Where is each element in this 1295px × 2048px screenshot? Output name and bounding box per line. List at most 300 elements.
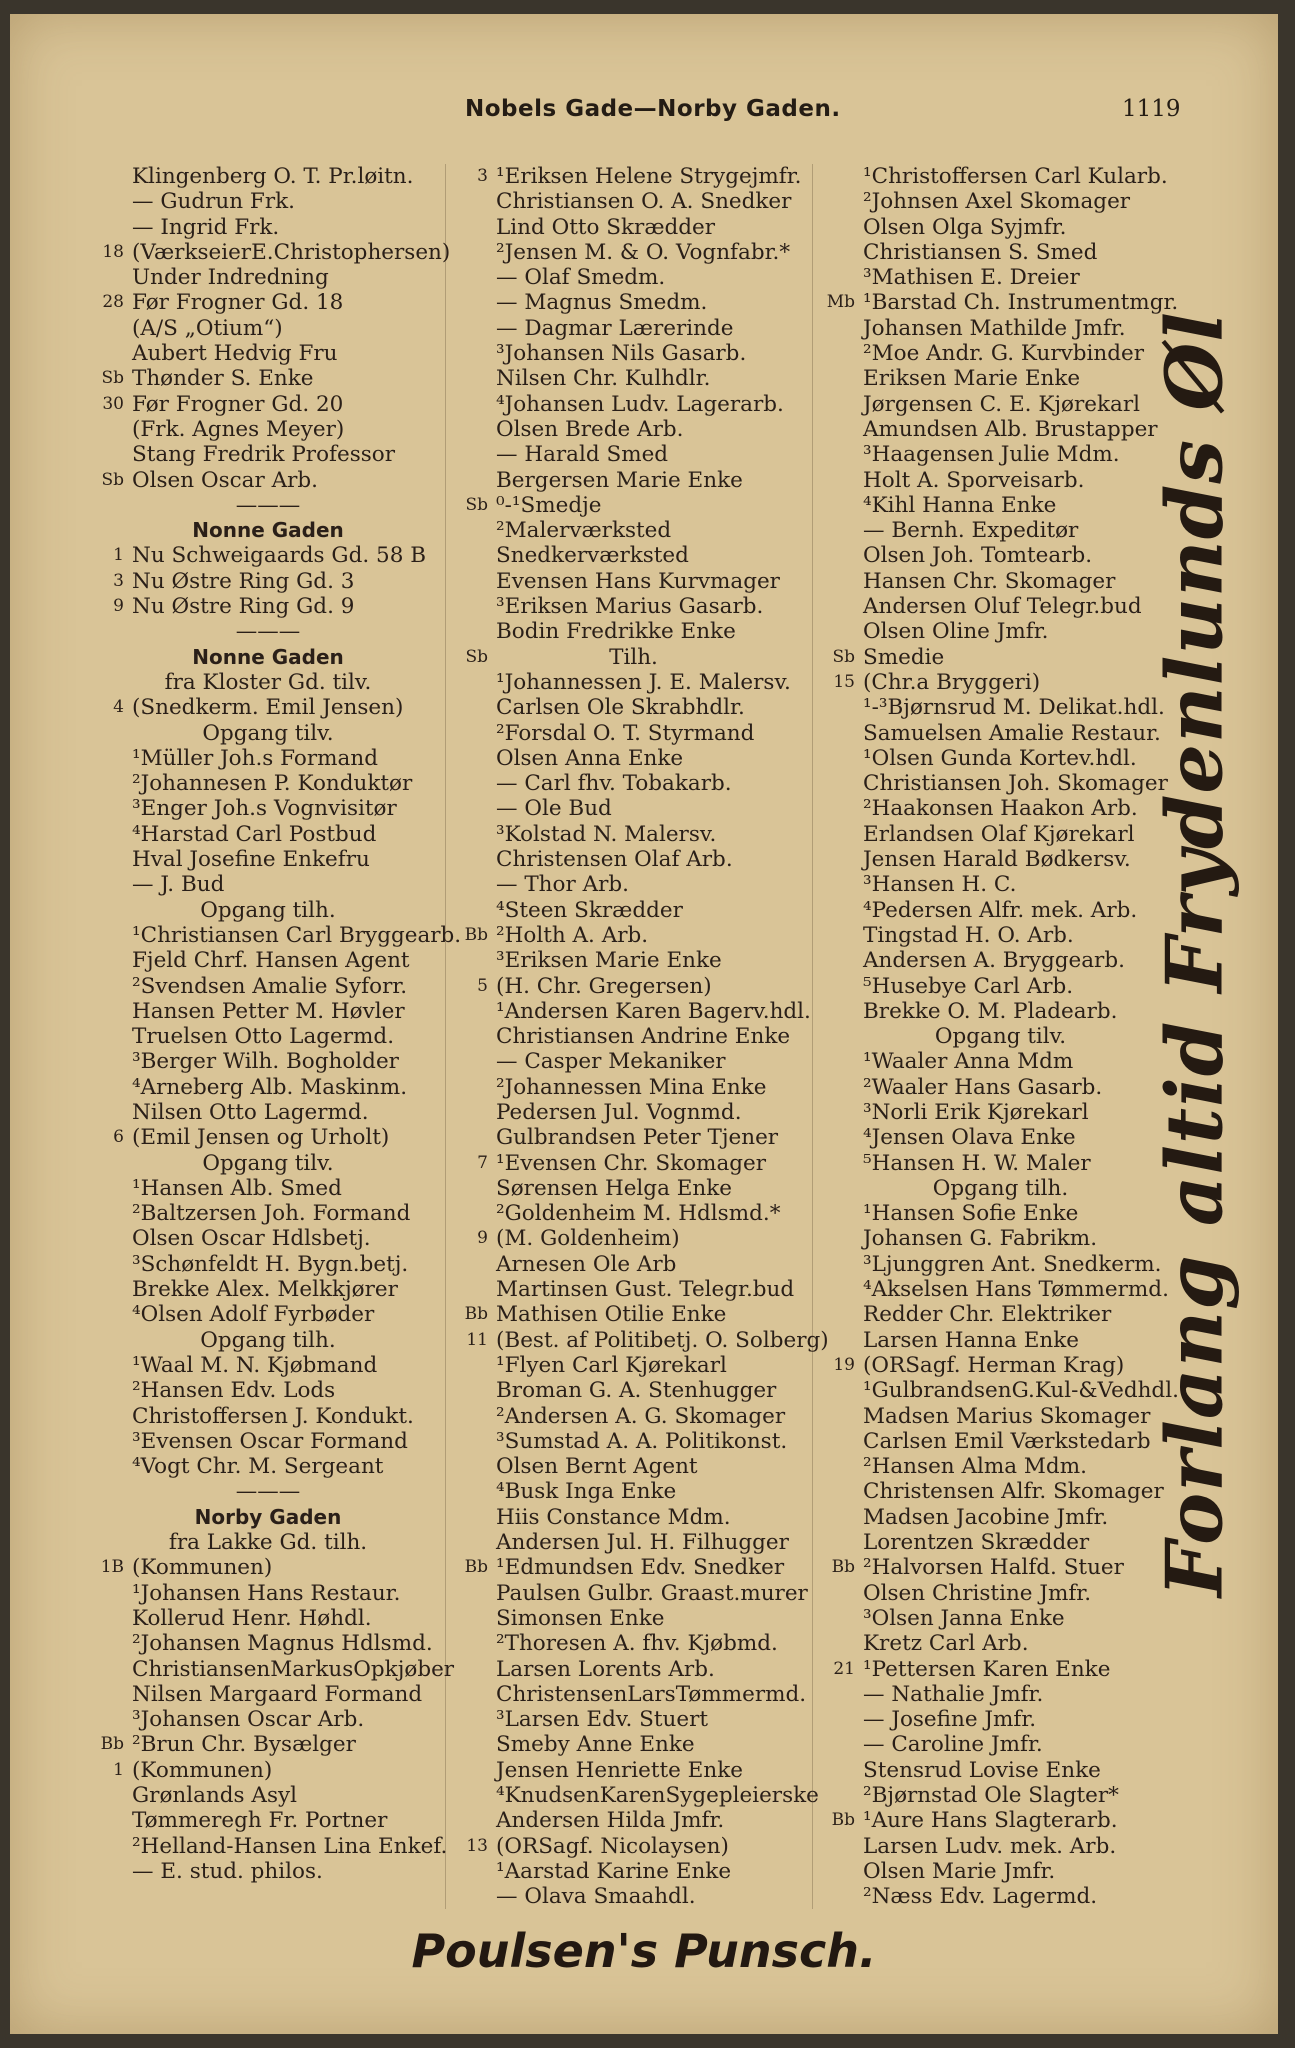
directory-entry bbox=[813, 594, 1188, 619]
directory-entry bbox=[813, 1682, 1188, 1707]
directory-entry bbox=[446, 1125, 821, 1150]
directory-entry bbox=[813, 1125, 1188, 1150]
entry-text: ¹Andersen Karen Bagerv.hdl. bbox=[496, 998, 811, 1024]
directory-entry bbox=[82, 1429, 454, 1454]
entry-text: ³Kolstad N. Malersv. bbox=[496, 821, 717, 847]
directory-entry bbox=[813, 1226, 1188, 1251]
directory-entry bbox=[82, 366, 454, 391]
entry-text: ²Waaler Hans Gasarb. bbox=[863, 1074, 1103, 1100]
directory-entry bbox=[813, 1479, 1188, 1504]
directory-entry bbox=[446, 594, 821, 619]
house-number: 3 bbox=[477, 166, 488, 186]
entry-text: ²Halvorsen Halfd. Stuer bbox=[863, 1555, 1124, 1581]
directory-entry bbox=[813, 1302, 1188, 1327]
entry-text: fra Kloster Gd. tilv. bbox=[164, 669, 372, 695]
directory-entry bbox=[813, 1201, 1188, 1226]
entry-text: ——— bbox=[235, 1479, 301, 1505]
entry-text: ³Hansen H. C. bbox=[863, 872, 1017, 898]
entry-text: — Carl fhv. Tobakarb. bbox=[496, 771, 732, 797]
entry-text: ChristensenLarsTømmermd. bbox=[496, 1681, 807, 1707]
page-title: Nobels Gade—Norby Gaden. bbox=[465, 96, 841, 122]
directory-entry bbox=[813, 1277, 1188, 1302]
directory-entry bbox=[446, 695, 821, 720]
directory-entry bbox=[446, 1505, 821, 1530]
entry-text: ³Haagensen Julie Mdm. bbox=[863, 442, 1120, 468]
entry-text: ²Brun Chr. Bysælger bbox=[132, 1732, 356, 1758]
directory-entry bbox=[82, 1783, 454, 1808]
directory-entry bbox=[82, 290, 454, 315]
directory-entry bbox=[813, 1581, 1188, 1606]
entry-text: Hval Josefine Enkefru bbox=[132, 847, 370, 873]
entry-text: Hansen Petter M. Høvler bbox=[132, 998, 405, 1024]
directory-entry bbox=[82, 1049, 454, 1074]
entry-text: (Chr.a Bryggeri) bbox=[863, 669, 1041, 695]
entry-text: Christoffersen J. Kondukt. bbox=[132, 1403, 414, 1429]
house-number: Sb bbox=[832, 646, 855, 667]
directory-entry bbox=[82, 341, 454, 366]
entry-text: (ORSagf. Herman Krag) bbox=[863, 1352, 1125, 1378]
entry-text: ²Holth A. Arb. bbox=[496, 922, 649, 948]
entry-text: ²Johannessen Mina Enke bbox=[496, 1074, 767, 1100]
directory-entry bbox=[82, 645, 454, 670]
entry-text: ³Eriksen Marius Gasarb. bbox=[496, 594, 764, 620]
directory-entry bbox=[446, 746, 821, 771]
entry-text: Tilh. bbox=[609, 644, 658, 670]
entry-text: ²Baltzersen Joh. Formand bbox=[132, 1201, 411, 1227]
directory-entry bbox=[813, 1378, 1188, 1403]
directory-entry bbox=[82, 265, 454, 290]
entry-text: Smeby Anne Enke bbox=[496, 1732, 695, 1758]
entry-text: — E. stud. philos. bbox=[132, 1858, 323, 1884]
directory-entry bbox=[82, 1808, 454, 1833]
entry-text: Under Indredning bbox=[132, 265, 329, 291]
house-number: 5 bbox=[477, 975, 488, 996]
entry-text: ³Olsen Janna Enke bbox=[863, 1605, 1065, 1631]
entry-text: Kollerud Henr. Høhdl. bbox=[132, 1605, 372, 1631]
entry-text: Larsen Ludv. mek. Arb. bbox=[863, 1833, 1117, 1859]
house-number: Sb bbox=[101, 368, 124, 389]
directory-entry bbox=[813, 1555, 1188, 1580]
house-number: Sb bbox=[465, 494, 488, 515]
entry-text: — Casper Mekaniker bbox=[496, 1049, 726, 1075]
entry-text: ⁵Husebye Carl Arb. bbox=[863, 973, 1074, 999]
entry-text: Opgang tilv. bbox=[202, 720, 334, 746]
directory-entry bbox=[446, 1226, 821, 1251]
entry-text: ²Forsdal O. T. Styrmand bbox=[496, 720, 755, 746]
house-number: 15 bbox=[833, 671, 855, 692]
directory-entry bbox=[82, 164, 454, 189]
directory-entry bbox=[82, 316, 454, 341]
directory-entry bbox=[446, 543, 821, 568]
entry-text: ³Johansen Nils Gasarb. bbox=[496, 341, 747, 367]
directory-entry bbox=[813, 1606, 1188, 1631]
entry-text: Nilsen Otto Lagermd. bbox=[132, 1099, 369, 1125]
directory-entry bbox=[82, 746, 454, 771]
entry-text: ¹Christiansen Carl Bryggearb. bbox=[132, 922, 462, 948]
directory-entry bbox=[82, 1606, 454, 1631]
entry-text: Opgang tilh. bbox=[200, 897, 336, 923]
directory-entry bbox=[82, 1631, 454, 1656]
entry-text: Hansen Chr. Skomager bbox=[863, 568, 1116, 594]
directory-entry bbox=[813, 796, 1188, 821]
entry-text: ³Johansen Oscar Arb. bbox=[132, 1707, 365, 1733]
directory-entry bbox=[813, 1100, 1188, 1125]
directory-entry bbox=[813, 164, 1188, 189]
directory-entry bbox=[82, 1707, 454, 1732]
house-number: 1 bbox=[113, 1759, 124, 1780]
entry-text: Madsen Marius Skomager bbox=[863, 1403, 1151, 1429]
house-number: 19 bbox=[833, 1354, 855, 1375]
entry-text: ——— bbox=[235, 619, 301, 645]
directory-entry bbox=[82, 594, 454, 619]
directory-entry bbox=[82, 822, 454, 847]
entry-text: ¹Pettersen Karen Enke bbox=[863, 1656, 1111, 1682]
directory-entry bbox=[82, 1302, 454, 1327]
entry-text: ¹Evensen Chr. Skomager bbox=[496, 1150, 767, 1176]
house-number: Sb bbox=[465, 646, 488, 667]
directory-entry bbox=[446, 1176, 821, 1201]
directory-entry bbox=[82, 1277, 454, 1302]
directory-entry bbox=[446, 822, 821, 847]
entry-text: Snedkerværksted bbox=[496, 543, 689, 569]
directory-entry bbox=[446, 518, 821, 543]
house-number: 11 bbox=[466, 1329, 488, 1350]
directory-entry bbox=[82, 442, 454, 467]
entry-text: Carlsen Emil Værkstedarb bbox=[863, 1428, 1151, 1454]
directory-entry bbox=[82, 1353, 454, 1378]
directory-entry bbox=[446, 1100, 821, 1125]
entry-text: ²Johansen Magnus Hdlsmd. bbox=[132, 1631, 433, 1657]
house-number: Bb bbox=[464, 1557, 488, 1578]
directory-entry bbox=[813, 1758, 1188, 1783]
entry-text: (Kommunen) bbox=[132, 1555, 273, 1581]
directory-entry bbox=[813, 215, 1188, 240]
entry-text: ²Hansen Alma Mdm. bbox=[863, 1454, 1087, 1480]
directory-entry bbox=[82, 1682, 454, 1707]
entry-text: ³Schønfeldt H. Bygn.betj. bbox=[132, 1251, 409, 1277]
directory-entry bbox=[813, 847, 1188, 872]
entry-text: Christiansen S. Smed bbox=[863, 239, 1098, 265]
entry-text: ChristiansenMarkusOpkjøber bbox=[132, 1656, 455, 1682]
entry-text: Kretz Carl Arb. bbox=[863, 1631, 1029, 1657]
directory-entry bbox=[82, 1024, 454, 1049]
entry-text: ⁴Harstad Carl Postbud bbox=[132, 821, 377, 847]
entry-text: ⁴Steen Skrædder bbox=[496, 897, 683, 923]
entry-text: ²Helland-Hansen Lina Enkef. bbox=[132, 1833, 448, 1859]
directory-entry bbox=[446, 898, 821, 923]
house-number: Bb bbox=[831, 1810, 855, 1831]
entry-text: (H. Chr. Gregersen) bbox=[496, 973, 712, 999]
directory-entry bbox=[446, 1555, 821, 1580]
house-number: 4 bbox=[113, 697, 124, 718]
side-advertisement-text: Forlang altid Frydenlunds Øl bbox=[1149, 311, 1241, 1597]
directory-entry bbox=[446, 1454, 821, 1479]
entry-text: Olsen Joh. Tomtearb. bbox=[863, 543, 1093, 569]
entry-text: ³Larsen Edv. Stuert bbox=[496, 1707, 709, 1733]
directory-entry bbox=[82, 543, 454, 568]
street-heading: Nonne Gaden bbox=[192, 644, 344, 669]
entry-text: (ORSagf. Nicolaysen) bbox=[496, 1833, 729, 1859]
house-number: 30 bbox=[102, 393, 124, 414]
entry-text: Jensen Harald Bødkersv. bbox=[863, 847, 1131, 873]
directory-entry bbox=[813, 1732, 1188, 1757]
house-number: 7 bbox=[477, 1152, 488, 1173]
directory-entry bbox=[446, 164, 821, 189]
directory-entry bbox=[446, 1606, 821, 1631]
entry-text: Hiis Constance Mdm. bbox=[496, 1504, 731, 1530]
directory-entry bbox=[813, 1328, 1188, 1353]
entry-text: Samuelsen Amalie Restaur. bbox=[863, 720, 1161, 746]
entry-text: ³Norli Erik Kjørekarl bbox=[863, 1099, 1089, 1125]
house-number: 21 bbox=[833, 1658, 855, 1679]
directory-entry bbox=[813, 290, 1188, 315]
entry-text: Thønder S. Enke bbox=[132, 366, 314, 392]
directory-entry bbox=[446, 1530, 821, 1555]
directory-entry bbox=[446, 189, 821, 214]
house-number: 9 bbox=[477, 1228, 488, 1249]
directory-entry bbox=[813, 619, 1188, 644]
directory-entry bbox=[446, 948, 821, 973]
directory-entry bbox=[82, 1252, 454, 1277]
directory-entry bbox=[813, 265, 1188, 290]
directory-entry bbox=[82, 948, 454, 973]
directory-entry bbox=[82, 1732, 454, 1757]
directory-entry bbox=[82, 569, 454, 594]
directory-entry bbox=[446, 1252, 821, 1277]
entry-text: ²Bjørnstad Ole Slagter* bbox=[863, 1783, 1119, 1808]
street-heading: Nonne Gaden bbox=[192, 518, 344, 543]
directory-entry bbox=[813, 1783, 1188, 1808]
directory-entry bbox=[446, 1581, 821, 1606]
entry-text: Opgang tilv. bbox=[202, 1150, 334, 1176]
entry-text: ¹Aure Hans Slagterarb. bbox=[863, 1808, 1118, 1834]
directory-entry bbox=[446, 1631, 821, 1656]
directory-entry bbox=[446, 493, 821, 518]
entry-text: ¹Flyen Carl Kjørekarl bbox=[496, 1352, 727, 1378]
directory-entry bbox=[82, 1859, 454, 1884]
directory-entry bbox=[82, 215, 454, 240]
entry-text: Opgang tilh. bbox=[200, 1327, 336, 1353]
entry-text: Tømmeregh Fr. Portner bbox=[132, 1808, 388, 1834]
entry-text: Olsen Anna Enke bbox=[496, 745, 684, 771]
directory-entry bbox=[82, 1581, 454, 1606]
entry-text: ²Johnsen Axel Skomager bbox=[863, 189, 1131, 215]
directory-entry bbox=[813, 468, 1188, 493]
directory-entry bbox=[82, 493, 454, 518]
directory-entry bbox=[813, 898, 1188, 923]
entry-text: Før Frogner Gd. 20 bbox=[132, 391, 344, 417]
directory-entry bbox=[813, 771, 1188, 796]
entry-text: ³Mathisen E. Dreier bbox=[863, 265, 1080, 291]
entry-text: ⁴Jensen Olava Enke bbox=[863, 1125, 1076, 1151]
entry-text: Jensen Henriette Enke bbox=[496, 1757, 743, 1783]
entry-text: ¹Edmundsen Edv. Snedker bbox=[496, 1555, 785, 1581]
entry-text: Christensen Alfr. Skomager bbox=[863, 1479, 1164, 1505]
directory-entry bbox=[446, 1327, 829, 1353]
entry-text: Før Frogner Gd. 18 bbox=[132, 290, 344, 316]
entry-text: — Magnus Smedm. bbox=[496, 290, 708, 316]
directory-entry bbox=[82, 999, 454, 1024]
directory-entry bbox=[82, 1378, 454, 1403]
directory-entry bbox=[813, 822, 1188, 847]
entry-text: — Bernh. Expeditør bbox=[863, 518, 1079, 544]
entry-text: Lorentzen Skrædder bbox=[863, 1530, 1090, 1556]
entry-text: Brekke Alex. Melkkjører bbox=[132, 1277, 398, 1303]
directory-entry bbox=[446, 1404, 821, 1429]
directory-entry bbox=[813, 1859, 1188, 1884]
entry-text: Johansen G. Fabrikm. bbox=[863, 1226, 1098, 1252]
entry-text: ¹Waal M. N. Kjøbmand bbox=[132, 1352, 378, 1378]
directory-entry bbox=[813, 1075, 1188, 1100]
entry-text: (Best. af Politibetj. O. Solberg) bbox=[496, 1327, 829, 1353]
entry-text: ¹Hansen Sofie Enke bbox=[863, 1201, 1079, 1227]
directory-entry bbox=[813, 1834, 1188, 1859]
house-number: Bb bbox=[464, 1304, 488, 1325]
entry-text: Simonsen Enke bbox=[496, 1605, 665, 1631]
entry-text: Christiansen O. A. Snedker bbox=[496, 189, 792, 215]
directory-entry bbox=[446, 1657, 821, 1682]
entry-text: ¹Christoffersen Carl Kularb. bbox=[863, 164, 1168, 189]
column-1 bbox=[82, 164, 462, 1884]
house-number: 9 bbox=[113, 596, 124, 617]
directory-entry bbox=[813, 1454, 1188, 1479]
entry-text: Erlandsen Olaf Kjørekarl bbox=[863, 821, 1135, 847]
entry-text: Brekke O. M. Pladearb. bbox=[863, 998, 1118, 1024]
directory-entry bbox=[446, 1479, 821, 1504]
directory-entry bbox=[813, 872, 1188, 897]
entry-text: — J. Bud bbox=[132, 872, 225, 898]
entry-text: Smedie bbox=[863, 644, 945, 670]
entry-text: Aubert Hedvig Fru bbox=[132, 341, 338, 367]
directory-entry bbox=[813, 366, 1188, 391]
directory-entry bbox=[446, 240, 821, 265]
directory-entry bbox=[446, 721, 821, 746]
entry-text: ²Haakonsen Haakon Arb. bbox=[863, 796, 1138, 822]
directory-entry bbox=[813, 240, 1188, 265]
house-number: Bb bbox=[464, 924, 488, 945]
directory-entry bbox=[813, 1049, 1188, 1074]
entry-text: ⁴Akselsen Hans Tømmermd. bbox=[863, 1277, 1169, 1303]
directory-entry bbox=[813, 695, 1188, 720]
directory-entry bbox=[813, 316, 1188, 341]
directory-entry bbox=[446, 1834, 821, 1859]
entry-text: — Nathalie Jmfr. bbox=[863, 1681, 1044, 1707]
entry-text: ¹Johansen Hans Restaur. bbox=[132, 1580, 401, 1606]
entry-text: ¹GulbrandsenG.Kul-&Vedhdl. bbox=[863, 1378, 1179, 1404]
directory-entry bbox=[446, 1201, 821, 1226]
directory-entry bbox=[813, 974, 1188, 999]
directory-entry bbox=[813, 341, 1188, 366]
entry-text: ²Jensen M. & O. Vognfabr.* bbox=[496, 239, 791, 265]
directory-entry bbox=[82, 1176, 454, 1201]
entry-text: ⁴Pedersen Alfr. mek. Arb. bbox=[863, 897, 1138, 923]
directory-entry bbox=[446, 1682, 821, 1707]
directory-entry bbox=[82, 240, 454, 265]
entry-text: Olsen Bernt Agent bbox=[496, 1454, 698, 1480]
directory-entry bbox=[446, 923, 821, 948]
entry-text: Paulsen Gulbr. Graast.murer bbox=[496, 1580, 808, 1606]
directory-entry bbox=[446, 847, 821, 872]
directory-entry bbox=[446, 569, 821, 594]
house-number: 1 bbox=[113, 545, 124, 566]
directory-entry bbox=[446, 645, 821, 670]
entry-text: ¹Olsen Gunda Kortev.hdl. bbox=[863, 745, 1137, 771]
entry-text: Stensrud Lovise Enke bbox=[863, 1757, 1101, 1783]
directory-entry bbox=[813, 518, 1188, 543]
directory-entry bbox=[82, 771, 454, 796]
entry-text: Olsen Marie Jmfr. bbox=[863, 1858, 1056, 1884]
house-number: Bb bbox=[831, 1557, 855, 1578]
entry-text: Bergersen Marie Enke bbox=[496, 467, 743, 493]
entry-text: ⁴Arneberg Alb. Maskinm. bbox=[132, 1074, 408, 1100]
directory-entry bbox=[446, 1353, 821, 1378]
directory-entry bbox=[813, 1657, 1188, 1682]
directory-entry bbox=[446, 619, 821, 644]
entry-text: ⁵Hansen H. W. Maler bbox=[863, 1150, 1091, 1176]
entry-text: Eriksen Marie Enke bbox=[863, 366, 1081, 392]
entry-text: — Harald Smed bbox=[496, 442, 669, 468]
entry-text: Madsen Jacobine Jmfr. bbox=[863, 1504, 1109, 1530]
entry-text: Redder Chr. Elektriker bbox=[863, 1302, 1112, 1328]
entry-text: (Kommunen) bbox=[132, 1757, 273, 1783]
entry-text: ⁴Kihl Hanna Enke bbox=[863, 492, 1057, 518]
entry-text: Amundsen Alb. Brustapper bbox=[863, 416, 1158, 442]
column-3 bbox=[812, 164, 1188, 1909]
directory-entry bbox=[82, 872, 454, 897]
directory-entry bbox=[82, 898, 454, 923]
entry-text: ¹Hansen Alb. Smed bbox=[132, 1175, 342, 1201]
entry-text: Jørgensen C. E. Kjørekarl bbox=[863, 391, 1141, 417]
entry-text: ⁴KnudsenKarenSygepleierske bbox=[496, 1783, 819, 1808]
entry-text: ³Ljunggren Ant. Snedkerm. bbox=[863, 1251, 1162, 1277]
house-number: Mb bbox=[826, 292, 855, 313]
entry-text: Arnesen Ole Arb bbox=[496, 1251, 677, 1277]
directory-entry bbox=[813, 1884, 1188, 1909]
house-number: Sb bbox=[101, 469, 124, 490]
entry-text: Johansen Mathilde Jmfr. bbox=[863, 315, 1126, 341]
directory-entry bbox=[446, 215, 821, 240]
directory-entry bbox=[82, 1151, 454, 1176]
directory-entry bbox=[813, 670, 1188, 695]
entry-text: Martinsen Gust. Telegr.bud bbox=[496, 1277, 795, 1303]
directory-entry bbox=[446, 1732, 821, 1757]
directory-entry bbox=[82, 1075, 454, 1100]
directory-entry bbox=[82, 1125, 454, 1150]
directory-entry bbox=[82, 974, 454, 999]
entry-text: — Dagmar Lærerinde bbox=[496, 315, 734, 341]
entry-text: Broman G. A. Stenhugger bbox=[496, 1378, 777, 1404]
entry-text: (A/S „Otium“) bbox=[132, 315, 283, 341]
footer-advertisement: Poulsen's Punsch. bbox=[411, 1924, 877, 1978]
directory-entry bbox=[813, 1353, 1188, 1378]
entry-text: (Snedkerm. Emil Jensen) bbox=[132, 695, 404, 721]
entry-text: ²Malerværksted bbox=[496, 518, 672, 544]
entry-text: — Thor Arb. bbox=[496, 872, 629, 898]
entry-text: — Olava Smaahdl. bbox=[496, 1884, 696, 1910]
entry-text: ²Hansen Edv. Lods bbox=[132, 1378, 336, 1404]
entry-text: ⁴Busk Inga Enke bbox=[496, 1479, 677, 1505]
directory-entry bbox=[82, 796, 454, 821]
entry-text: Olsen Oscar Hdlsbetj. bbox=[132, 1226, 371, 1252]
directory-entry bbox=[82, 1100, 454, 1125]
entry-text: ¹Waaler Anna Mdm bbox=[863, 1049, 1074, 1075]
page-header bbox=[10, 96, 1278, 136]
directory-entry bbox=[813, 1505, 1188, 1530]
directory-entry bbox=[82, 1505, 454, 1530]
entry-text: Nu Østre Ring Gd. 9 bbox=[132, 594, 355, 620]
entry-text: Nu Østre Ring Gd. 3 bbox=[132, 568, 355, 594]
entry-text: Christensen Olaf Arb. bbox=[496, 847, 733, 873]
